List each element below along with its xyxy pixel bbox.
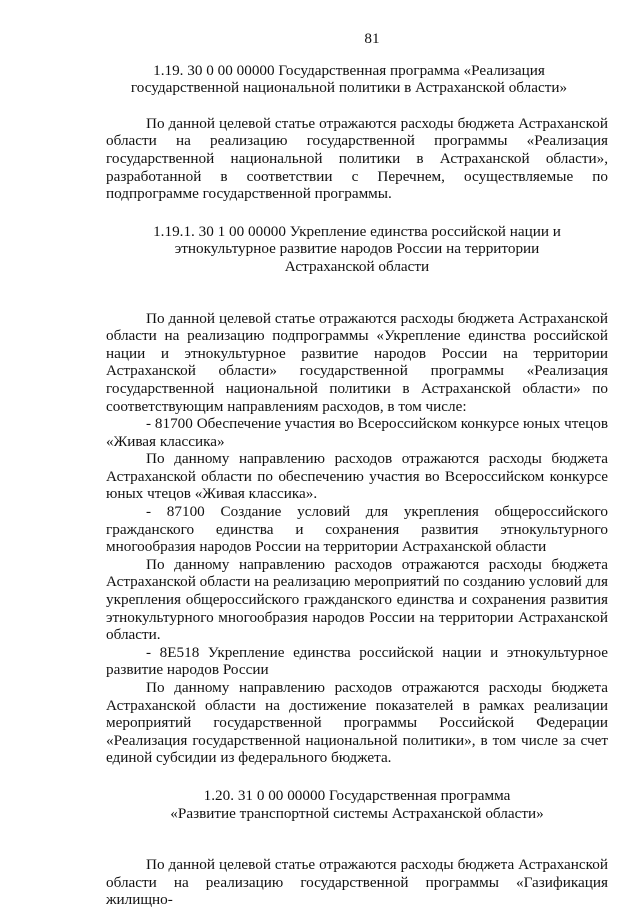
section-1-19-heading: 1.19. 30 0 00 00000 Государственная программа «Реализация государственной национальной политики в Астраханской области» <box>130 61 568 97</box>
section-1-20-heading-line1: 1.20. 31 0 00 00000 Государственная программа <box>203 786 511 804</box>
expense-item-code-line: - 8Е518 Укрепление единства российской нации и этнокультурное развитие народов России <box>106 643 608 679</box>
expense-item-code-line: - 87100 Создание условий для укрепления общероссийского гражданского единства и сохранения развития этнокультурного многообразия народов России на территории Астраханской области <box>106 503 608 556</box>
section-1-20-paragraph: По данной целевой статье отражаются расходы бюджета Астраханской области на реализацию государственной программы «Газификация жилищно- <box>106 856 608 909</box>
section-1-19-1-heading: 1.19.1. 30 1 00 00000 Укрепление единства российской нации и этнокультурное развитие народов России на территории Астраханской области <box>153 222 561 275</box>
section-1-19-paragraph: По данной целевой статье отражаются расходы бюджета Астраханской области на реализацию государственной программы «Реализация государственной национальной политики в Астраханской области», разработанной в соответствии с Перечнем, осуществляемые по подпрограмме государственной программы. <box>106 114 608 203</box>
page-number: 81 <box>364 30 380 47</box>
expense-item-code-line: - 81700 Обеспечение участия во Всероссийском конкурсе юных чтецов «Живая классика» <box>106 415 608 450</box>
section-1-20-heading-line2: «Развитие транспортной системы Астраханской области» <box>170 804 544 822</box>
expense-item-description: По данному направлению расходов отражаются расходы бюджета Астраханской области на достижение показателей в рамках реализации мероприятий государственной программы Российской Федерации «Реализация государственной национальной политики», в том числе за счет единой субсидии из федерального бюджета. <box>106 679 608 767</box>
section-1-19-1-paragraph: По данной целевой статье отражаются расходы бюджета Астраханской области на реализацию подпрограммы «Укрепление единства российской нации и этнокультурное развитие народов России на территории Астраханской области» государственной программы «Реализация государственной национальной политики в Астраханской области» по соответствующим направлениям расходов, в том числе: <box>106 309 608 415</box>
expense-item-description: По данному направлению расходов отражаются расходы бюджета Астраханской области по обеспечению участия во Всероссийском конкурсе юных чтецов «Живая классика». <box>106 450 608 503</box>
expense-item-description: По данному направлению расходов отражаются расходы бюджета Астраханской области на реализацию мероприятий по созданию условий для укрепления общероссийского гражданского единства и сохранения развития этнокультурного многообразия народов России на территории Астраханской области. <box>106 555 608 644</box>
